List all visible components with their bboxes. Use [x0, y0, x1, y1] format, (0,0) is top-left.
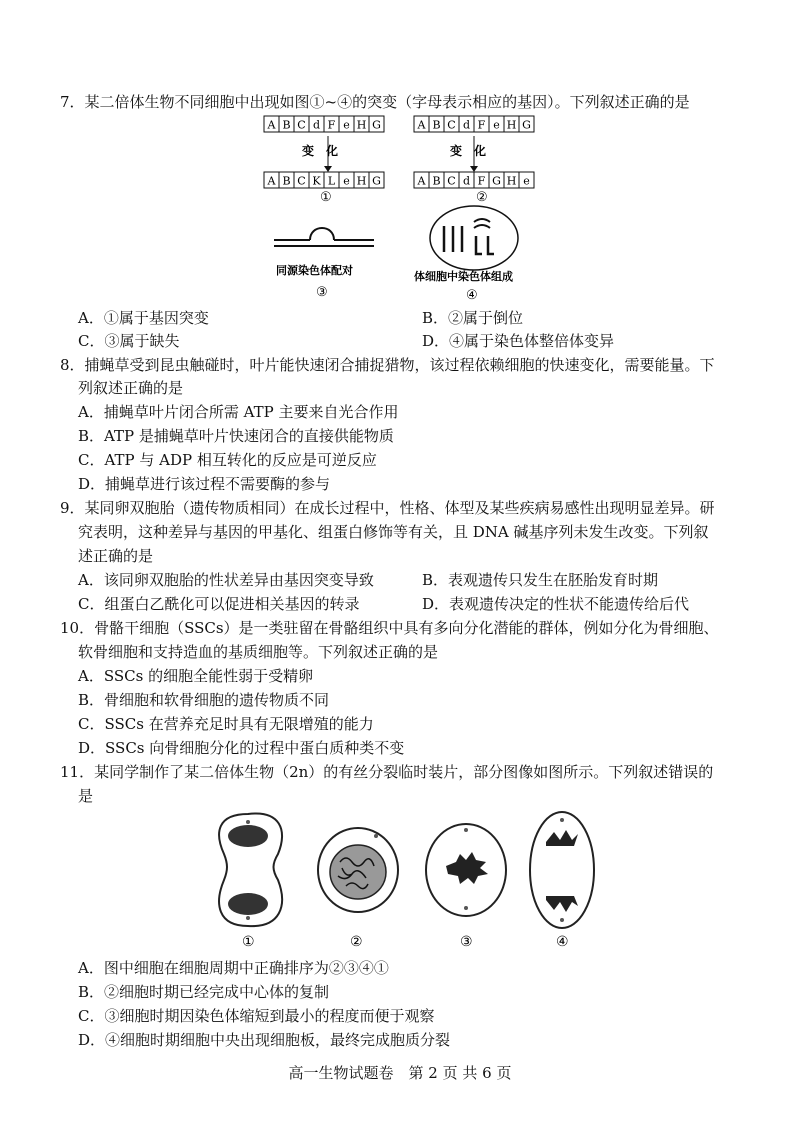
fig4-label: ④ — [466, 288, 478, 302]
fig1-top-chromosome — [264, 116, 384, 132]
q7-figure-4 — [408, 202, 548, 302]
gene-letter: B — [432, 174, 441, 188]
gene-letter: H — [506, 174, 517, 188]
cell-2 — [318, 828, 398, 912]
q7-figure-3 — [270, 220, 380, 300]
q7-option-d[interactable]: D．④属于染色体整倍体变异 — [422, 332, 615, 350]
fig2-label: ② — [476, 190, 488, 204]
q8-option-d[interactable]: D．捕蝇草进行该过程不需要酶的参与 — [78, 475, 331, 493]
q9-option-d[interactable]: D．表观遗传决定的性状不能遗传给后代 — [422, 595, 690, 613]
gene-letter: B — [432, 118, 441, 132]
gene-letter: A — [267, 118, 276, 132]
q10-option-d[interactable]: D．SSCs 向骨细胞分化的过程中蛋白质种类不变 — [78, 739, 405, 757]
cell-4 — [530, 812, 594, 928]
q9-option-c[interactable]: C．组蛋白乙酰化可以促进相关基因的转录 — [78, 595, 360, 613]
q7-option-a[interactable]: A．①属于基因突变 — [78, 309, 209, 327]
fig2-change-label: 变 化 — [450, 144, 487, 158]
gene-letter: H — [356, 118, 367, 132]
page-footer: 高一生物试题卷 第 2 页 共 6 页 — [288, 1064, 512, 1082]
q11-option-c[interactable]: C．③细胞时期因染色体缩短到最小的程度而便于观察 — [78, 1007, 435, 1025]
q10-option-b[interactable]: B．骨细胞和软骨细胞的遗传物质不同 — [78, 691, 330, 709]
q11-option-a[interactable]: A．图中细胞在细胞周期中正确排序为②③④① — [78, 959, 389, 977]
q11-option-b[interactable]: B．②细胞时期已经完成中心体的复制 — [78, 983, 330, 1001]
q11-stem-line2: 是 — [78, 787, 94, 805]
q7-stem: 7．某二倍体生物不同细胞中出现如图①~④的突变（字母表示相应的基因）。下列叙述正确的是 — [60, 93, 690, 111]
q7-option-b[interactable]: B．②属于倒位 — [422, 309, 524, 327]
fig2-bottom-chromosome — [414, 172, 534, 188]
fig1-change-label: 变 化 — [302, 144, 339, 158]
gene-letter: C — [297, 174, 306, 188]
q9-stem-line3: 述正确的是 — [78, 547, 154, 565]
cell-2-label: ② — [350, 934, 363, 950]
q9-stem-line2: 究表明，这种差异与基因的甲基化、组蛋白修饰等有关，且 DNA 碱基序列未发生改变。下列叙 — [78, 523, 709, 541]
gene-letter: d — [462, 174, 471, 188]
gene-letter: e — [493, 118, 500, 132]
q7-option-c[interactable]: C．③属于缺失 — [78, 332, 180, 350]
gene-letter: A — [417, 174, 426, 188]
gene-letter: L — [327, 174, 336, 188]
gene-letter: G — [372, 174, 381, 188]
gene-letter: e — [523, 174, 530, 188]
gene-letter: A — [417, 118, 426, 132]
q11-mitosis-figure — [200, 806, 600, 952]
gene-letter: F — [327, 118, 336, 132]
gene-letter: C — [297, 118, 306, 132]
q7-figure-1 — [262, 114, 392, 204]
fig1-label: ① — [320, 190, 332, 204]
gene-letter: G — [372, 118, 381, 132]
gene-letter: G — [522, 118, 531, 132]
q8-option-a[interactable]: A．捕蝇草叶片闭合所需 ATP 主要来自光合作用 — [78, 403, 399, 421]
fig1-bottom-chromosome — [264, 172, 384, 188]
fig3-loop — [310, 228, 334, 240]
gene-letter: H — [506, 118, 517, 132]
gene-letter: C — [447, 174, 456, 188]
q8-option-b[interactable]: B．ATP 是捕蝇草叶片快速闭合的直接供能物质 — [78, 427, 394, 445]
cell-3-label: ③ — [460, 934, 473, 950]
gene-letter: B — [282, 118, 291, 132]
fig3-label: ③ — [316, 285, 328, 300]
q9-option-a[interactable]: A．该同卵双胞胎的性状差异由基因突变导致 — [78, 571, 374, 589]
q11-stem-line1: 11．某同学制作了某二倍体生物（2n）的有丝分裂临时装片，部分图像如图所示。下列叙述错误的 — [60, 763, 714, 781]
q8-stem-line2: 列叙述正确的是 — [78, 379, 184, 397]
gene-letter: G — [492, 174, 501, 188]
q10-stem-line1: 10．骨骼干细胞（SSCs）是一类驻留在骨骼组织中具有多向分化潜能的群体，例如分化为骨细胞、 — [60, 619, 719, 637]
cell-1 — [219, 813, 282, 926]
gene-letter: K — [312, 174, 321, 188]
q7-figure-2 — [412, 114, 542, 204]
q8-option-c[interactable]: C．ATP 与 ADP 相互转化的反应是可逆反应 — [78, 451, 377, 469]
gene-letter: F — [477, 174, 486, 188]
fig2-top-chromosome — [414, 116, 534, 132]
gene-letter: A — [267, 174, 276, 188]
fig3-caption: 同源染色体配对 — [276, 264, 353, 277]
fig4-caption: 体细胞中染色体组成 — [414, 270, 513, 283]
cell-4-label: ④ — [556, 934, 569, 950]
q11-option-d[interactable]: D．④细胞时期细胞中央出现细胞板，最终完成胞质分裂 — [78, 1031, 451, 1049]
q9-stem-line1: 9．某同卵双胞胎（遗传物质相同）在成长过程中，性格、体型及某些疾病易感性出现明显差异。研 — [60, 499, 715, 517]
q9-option-b[interactable]: B．表观遗传只发生在胚胎发育时期 — [422, 571, 659, 589]
q10-stem-line2: 软骨细胞和支持造血的基质细胞等。下列叙述正确的是 — [78, 643, 439, 661]
gene-letter: C — [447, 118, 456, 132]
cell-3 — [426, 824, 506, 916]
gene-letter: F — [477, 118, 486, 132]
gene-letter: d — [312, 118, 321, 132]
gene-letter: e — [343, 118, 350, 132]
q8-stem-line1: 8．捕蝇草受到昆虫触碰时，叶片能快速闭合捕捉猎物，该过程依赖细胞的快速变化，需要能量。下 — [60, 356, 715, 374]
q10-option-c[interactable]: C．SSCs 在营养充足时具有无限增殖的能力 — [78, 715, 374, 733]
gene-letter: B — [282, 174, 291, 188]
gene-letter: H — [356, 174, 367, 188]
q10-option-a[interactable]: A．SSCs 的细胞全能性弱于受精卵 — [78, 667, 314, 685]
gene-letter: d — [462, 118, 471, 132]
cell-1-label: ① — [242, 934, 255, 950]
gene-letter: e — [343, 174, 350, 188]
